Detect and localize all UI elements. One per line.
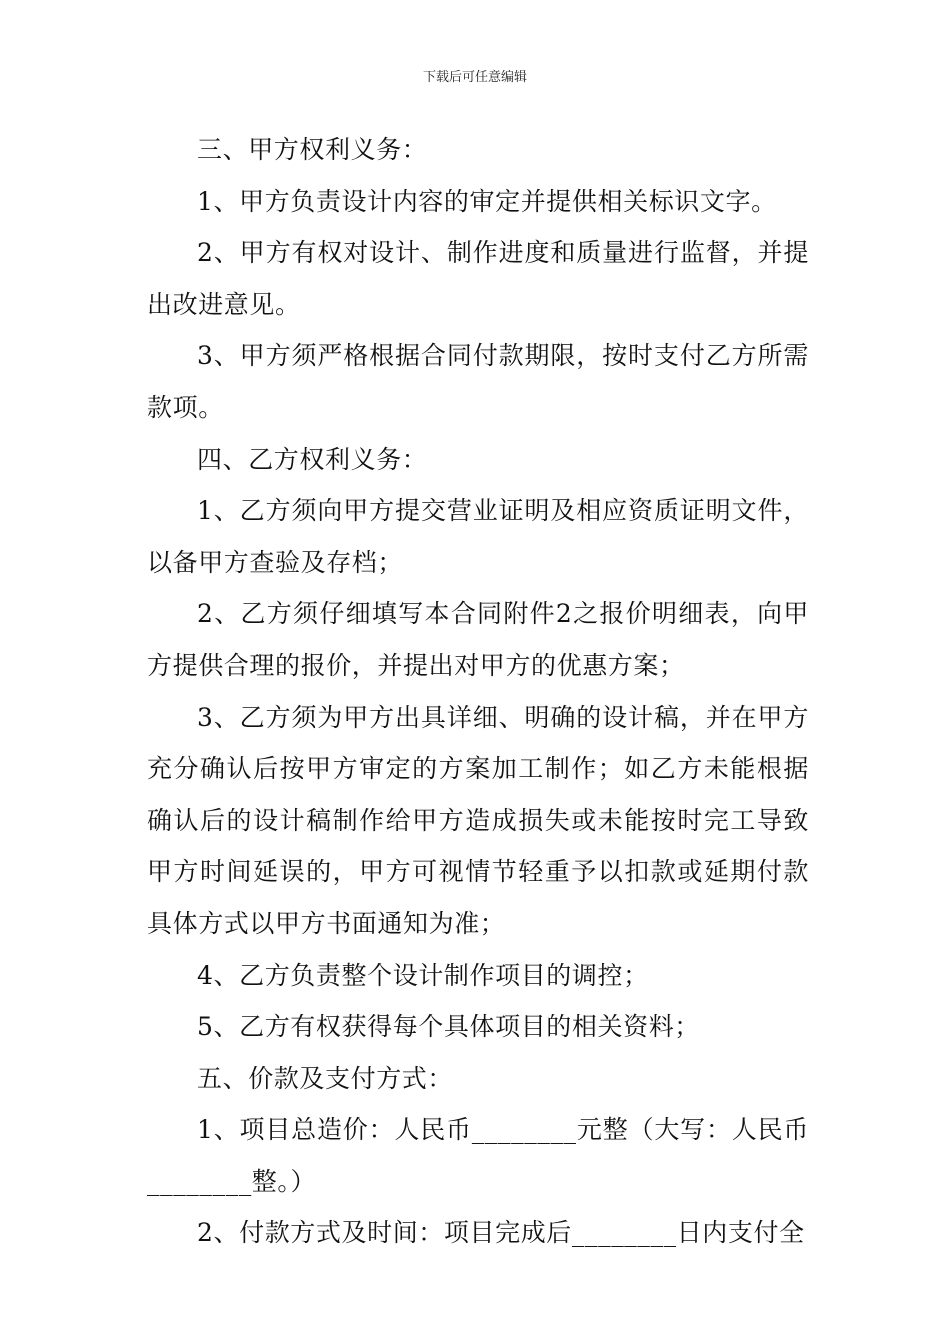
section-heading-party-b-rights: 四、乙方权利义务：	[197, 444, 428, 474]
clause-price-1: 1、项目总造价：人民币________元整（大写：人民币________整。）	[147, 1115, 809, 1196]
clause-a-2: 2、甲方有权对设计、制作进度和质量进行监督，并提出改进意见。	[147, 238, 809, 319]
section-heading-party-a-rights: 三、甲方权利义务：	[197, 135, 428, 164]
clause-b-3: 3、乙方须为甲方出具详细、明确的设计稿，并在甲方充分确认后按甲方审定的方案加工制作；如乙方未能根据确认后的设计稿制作给甲方造成损失或未能按时完工导致甲方时间延误的，甲方可视情节轻重予以扣款或延期付款具体方式以甲方书面通知为准；	[147, 702, 809, 938]
document-body	[147, 124, 809, 1259]
clause-b-5: 5、乙方有权获得每个具体项目的相关资料；	[197, 1012, 700, 1042]
clause-price-2: 2、付款方式及时间：项目完成后________日内支付全	[197, 1218, 805, 1248]
clause-b-2: 2、乙方须仔细填写本合同附件2之报价明细表，向甲方提供合理的报价，并提出对甲方的优惠方案；	[147, 599, 809, 680]
clause-a-1: 1、甲方负责设计内容的审定并提供相关标识文字。	[197, 186, 777, 216]
section-heading-price-payment: 五、价款及支付方式：	[197, 1063, 454, 1093]
clause-b-1: 1、乙方须向甲方提交营业证明及相应资质证明文件，以备甲方查验及存档；	[147, 496, 809, 577]
clause-a-3: 3、甲方须严格根据合同付款期限，按时支付乙方所需款项。	[147, 341, 809, 422]
clause-b-4: 4、乙方负责整个设计制作项目的调控；	[197, 960, 649, 990]
page-header-note: 下载后可任意编辑	[422, 70, 527, 85]
